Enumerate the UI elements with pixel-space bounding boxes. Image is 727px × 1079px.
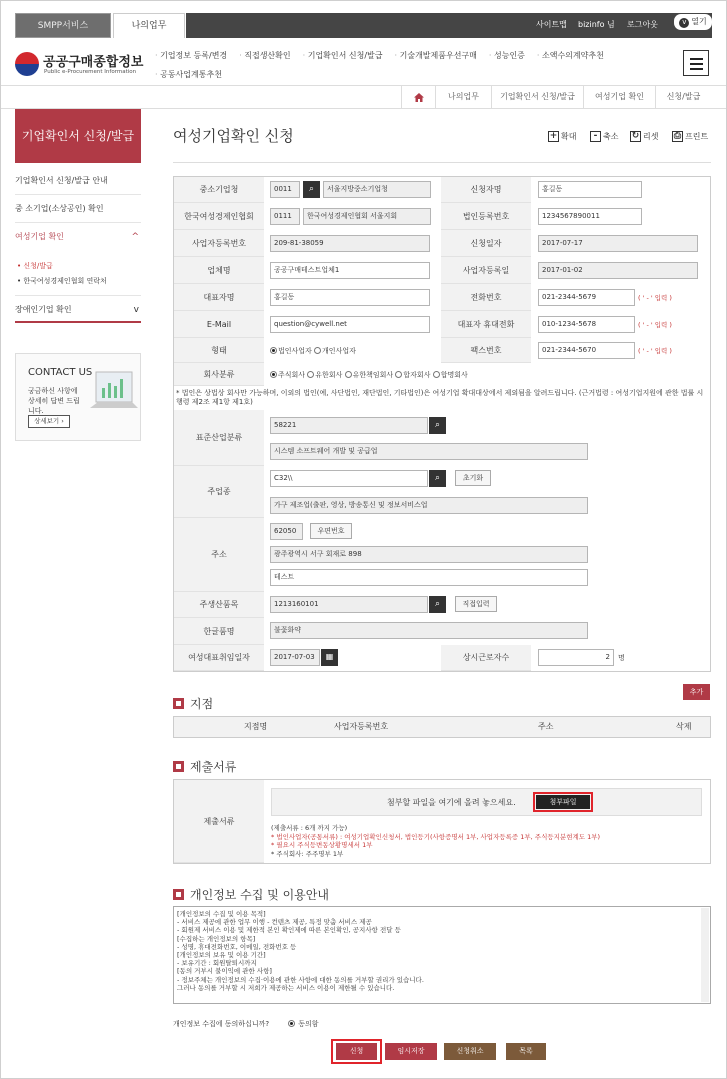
radio-icon (314, 347, 321, 354)
sidebar-subitem[interactable]: • 한국여성경제인협회 연락처 (17, 277, 107, 285)
company-field[interactable]: 공공구매테스트업체1 (270, 262, 430, 279)
logo-subtitle: Public e-Procurement Information (44, 69, 137, 75)
site-logo[interactable] (15, 50, 155, 80)
section-branch-title: 지점 (173, 695, 213, 712)
consent-radio[interactable]: 동의함 (288, 1019, 319, 1029)
label-corp-class: 회사분류 (174, 363, 264, 386)
minus-icon: - (590, 131, 601, 142)
attach-file-button[interactable]: 첨부파일 (536, 795, 590, 809)
label-address: 주소 (174, 518, 264, 592)
label-ceo: 대표자명 (174, 284, 264, 311)
contact-detail-button[interactable]: 상세보기 › (28, 415, 70, 428)
radio-jusik[interactable]: 주식회사 (270, 371, 305, 379)
chevron-down-icon: v (133, 305, 139, 315)
corp-class-radio-group (270, 370, 468, 380)
radio-yuhan-chaekim[interactable]: 유한책임회사 (345, 371, 394, 379)
sidebar-title: 기업확인서 신청/발급 (15, 109, 141, 163)
col-delete: 삭제 (676, 722, 692, 731)
open-button[interactable]: v 열기 (674, 14, 712, 30)
employees-unit: 명 (618, 654, 625, 662)
submit-button[interactable]: 신청 (336, 1043, 377, 1060)
label-phone: 전화번호 (441, 284, 531, 311)
label-ceo-start: 여성대표취임일자 (174, 645, 264, 671)
tab-my-work[interactable]: 나의업무 (113, 13, 185, 38)
home-icon[interactable] (401, 86, 435, 108)
reset-button[interactable]: ↻ 리셋 (631, 131, 659, 141)
label-company: 업체명 (174, 257, 264, 284)
direct-input-button[interactable]: 직접입력 (455, 596, 497, 612)
main-code-field[interactable]: C32\\ (270, 470, 428, 487)
contact-title: CONTACT US (28, 367, 93, 378)
label-biz-no: 사업자등록번호 (174, 230, 264, 257)
main-name-field[interactable]: 가구 제조업(출판, 영상, 방송통신 및 정보서비스업 (270, 497, 588, 514)
breadcrumb-item[interactable]: 신청/발급 (655, 86, 711, 108)
calendar-icon[interactable]: ▦ (321, 649, 338, 666)
search-icon[interactable]: ⌕ (429, 470, 446, 487)
gnb-item[interactable]: · 직접생산확인 (239, 51, 290, 60)
print-button[interactable]: ⎙ 프린트 (673, 131, 709, 141)
zip-field[interactable]: 62050 (270, 523, 303, 540)
biz-no-field[interactable]: 209-81-38059 (270, 235, 430, 252)
consent-question: 개인정보 수집에 동의하십니까? (173, 1020, 270, 1028)
privacy-textarea[interactable]: [개인정보의 수집 및 이용 목적] - 서비스 제공에 관한 업무 이행 - 컨텐츠 제공, 특정 맞춤 서비스 제공 - 회원제 서비스 이용 및 제한적 본인 확인제에 따른 본인확인, 공지사항 전달 등 [수집하는 개인정보의 항목] - 성명, 휴대전화번호, 이메일, 전화번호 등 [개인정보의 보유 및 이용 기간] - 보유기간 : 회원탈퇴시까지 [동의 거부시 불이익에 관한 사항] - 정보주체는 개인정보의 수집·이용에 관한 사항에 대한 동의를 거부할 권리가 있습니다. 그러나 동의를 거부할 시 저희가 제공하는 서비스 이용이 제한될 수 있습니다. (173, 906, 711, 1004)
file-drop-zone[interactable] (271, 788, 702, 816)
print-icon: ⎙ (673, 131, 682, 141)
cancel-apply-button[interactable]: 신청취소 (444, 1043, 496, 1060)
sidebar-subitem-active[interactable]: • 신청/발급 (17, 262, 53, 270)
label-docs: 제출서류 (174, 780, 264, 863)
tab-smpp[interactable]: SMPP서비스 (15, 13, 111, 38)
attach-highlight (533, 792, 593, 812)
fax-field[interactable]: 021-2344-5670 (538, 342, 635, 359)
sidebar-item[interactable]: 중 소기업(소상공인) 확인 (15, 195, 141, 223)
label-ceo-mobile: 대표자 휴대전화 (441, 311, 531, 338)
search-icon[interactable]: ⌕ (429, 417, 446, 434)
zoom-out-button[interactable]: - 축소 (590, 131, 618, 142)
sme-code-field[interactable]: 0011 (270, 181, 300, 198)
employees-field[interactable]: 2 (538, 649, 614, 666)
address2-field[interactable]: 테스트 (270, 569, 588, 586)
breadcrumb-item[interactable]: 기업확인서 신청/발급 (491, 86, 583, 108)
sidebar-item[interactable]: 기업확인서 신청/발급 안내 (15, 167, 141, 195)
biz-reg-date-field[interactable]: 2017-01-02 (538, 262, 698, 279)
label-main-product: 주생산품목 (174, 592, 264, 618)
search-icon[interactable]: ⌕ (303, 181, 320, 198)
temp-save-button[interactable]: 임시저장 (385, 1043, 437, 1060)
label-std-industry: 표준산업분류 (174, 410, 264, 466)
phone-hint: ( ' - ' 입력 ) (638, 294, 672, 302)
label-fax: 팩스번호 (441, 338, 531, 363)
label-main-business: 주업종 (174, 466, 264, 518)
contact-box (15, 353, 141, 441)
ceo-mobile-field[interactable]: 010-1234-5678 (538, 316, 635, 333)
laptop-illustration-icon (88, 368, 138, 428)
docs-guide: (제출서류 : 6개 까지 가능) * 법인사업자(공통서류) : 여성기업확인신청서, 법인등기(사항증명서 1부, 사업자등록증 1부, 주식등지분현계도 1부) * 필요시 주식등변동상황명세서 1부 * 주식회사: 주주명부 1부 (271, 824, 601, 858)
sitemap-link[interactable]: 사이트맵 (536, 20, 567, 29)
section-docs-title: 제출서류 (173, 758, 236, 775)
branch-table-header (173, 716, 711, 738)
drop-text: 첨부할 파일을 여기에 올려 놓으세요. (387, 798, 516, 807)
label-apply-date: 신청일자 (441, 230, 531, 257)
sme-name-field[interactable]: 서울지방중소기업청 (323, 181, 431, 198)
logo-title: 공공구매종합정보 (43, 55, 144, 70)
contact-text: 궁금하신 사항에 상세히 답변 드립니다. (28, 387, 80, 415)
breadcrumb-item[interactable]: 여성기업 확인 (583, 86, 655, 108)
assoc-name-field[interactable]: 한국여성경제인협회 서울지회 (303, 208, 431, 225)
radio-hapja[interactable]: 합자회사 (395, 371, 430, 379)
reset-icon: ↻ (631, 131, 640, 141)
user-link[interactable]: bizinfo 님 (578, 20, 615, 29)
std-code-field[interactable]: 58221 (270, 417, 428, 434)
radio-icon (288, 1020, 295, 1027)
assoc-code-field[interactable]: 0111 (270, 208, 300, 225)
std-name-field[interactable]: 시스템 소프트웨어 개발 및 공급업 (270, 443, 588, 460)
apply-date-field[interactable]: 2017-07-17 (538, 235, 698, 252)
radio-hapmyeong[interactable]: 합명회사 (433, 371, 468, 379)
hamburger-menu-icon[interactable] (683, 50, 709, 76)
col-address: 주소 (538, 722, 554, 731)
zoom-in-button[interactable]: + 확대 (549, 131, 577, 141)
plus-icon: + (549, 131, 558, 141)
radio-yuhan[interactable]: 유한회사 (307, 371, 342, 379)
logout-link[interactable]: 로그아웃 (627, 20, 658, 29)
gnb-item[interactable]: · 성능인증 (489, 51, 525, 60)
product-name-field[interactable]: 불꽃화약 (270, 622, 588, 639)
radio-individual[interactable]: 개인사업자 (314, 347, 356, 355)
section-bullet-icon (173, 698, 184, 709)
gnb-item[interactable]: · 공동사업계통추천 (155, 70, 222, 79)
email-field[interactable]: question@cywell.net (270, 316, 430, 333)
gnb-item[interactable]: · 기업확인서 신청/발급 (303, 51, 383, 60)
col-biz-no: 사업자등록번호 (334, 722, 389, 731)
label-sme-office: 중소기업청 (174, 177, 264, 203)
taegeuk-logo-icon (15, 52, 39, 76)
col-branch-name: 지점명 (244, 722, 268, 731)
label-applicant: 신청자명 (441, 177, 531, 203)
section-privacy-title: 개인정보 수집 및 이용안내 (173, 886, 329, 903)
breadcrumb-item[interactable]: 나의업무 (435, 86, 491, 108)
applicant-field[interactable]: 홍길동 (538, 181, 642, 198)
sidebar-item-women[interactable]: 여성기업 확인 ^ (15, 223, 141, 251)
gnb-item[interactable]: · 소액수의계약추천 (537, 51, 604, 60)
address1-field[interactable]: 광주광역시 서구 회재로 898 (270, 546, 588, 563)
section-bullet-icon (173, 761, 184, 772)
gnb-item[interactable]: · 기술개발제품우선구매 (395, 51, 477, 60)
page-title: 여성기업확인 신청 (173, 127, 294, 145)
ceo-field[interactable]: 홍길동 (270, 289, 430, 306)
label-women-assoc: 한국여성경제인협회 (174, 203, 264, 230)
sidebar-item-disabled[interactable]: 장애인기업 확인 v (15, 295, 141, 323)
mobile-hint: ( ' - ' 입력 ) (638, 321, 672, 329)
scrollbar[interactable] (701, 908, 709, 1002)
product-code-field[interactable]: 1213160101 (270, 596, 428, 613)
radio-corp[interactable]: 법인사업자 (270, 347, 312, 355)
fax-hint: ( ' - ' 입력 ) (638, 347, 672, 355)
radio-icon (270, 347, 277, 354)
gnb-item[interactable]: · 기업정보 등록/변경 (155, 51, 227, 60)
chevron-up-icon: ^ (131, 232, 139, 242)
label-product-name: 한글품명 (174, 618, 264, 645)
reset-main-button[interactable]: 초기화 (455, 470, 491, 486)
chevron-down-icon: v (679, 18, 689, 28)
section-bullet-icon (173, 889, 184, 900)
corp-note: * 법인은 상법상 회사만 가능하며, 이외의 법인(예, 사단법인, 재단법인, 기타법인)은 여성기업 확대대상에서 제외됨을 알려드립니다. (근거법령 : 여성기업지원에 관한 법률 시행령 제2조 제1항 제1호) (176, 389, 704, 406)
label-corp-no: 법인등록번호 (441, 203, 531, 230)
list-button[interactable]: 목록 (506, 1043, 546, 1060)
type-radio-group (270, 346, 356, 356)
label-biz-reg-date: 사업자등록일 (441, 257, 531, 284)
divider (173, 162, 711, 163)
search-icon[interactable]: ⌕ (429, 596, 446, 613)
add-branch-button[interactable]: 추가 (683, 684, 710, 700)
ceo-start-field[interactable]: 2017-07-03 (270, 649, 320, 666)
zip-search-button[interactable]: 우편번호 (310, 523, 352, 539)
phone-field[interactable]: 021-2344-5679 (538, 289, 635, 306)
label-email: E-Mail (174, 311, 264, 338)
docs-box (173, 779, 711, 864)
label-type: 형태 (174, 338, 264, 363)
label-employees: 상시근로자수 (441, 645, 531, 671)
breadcrumb (1, 85, 726, 109)
corp-no-field[interactable]: 1234567890011 (538, 208, 642, 225)
